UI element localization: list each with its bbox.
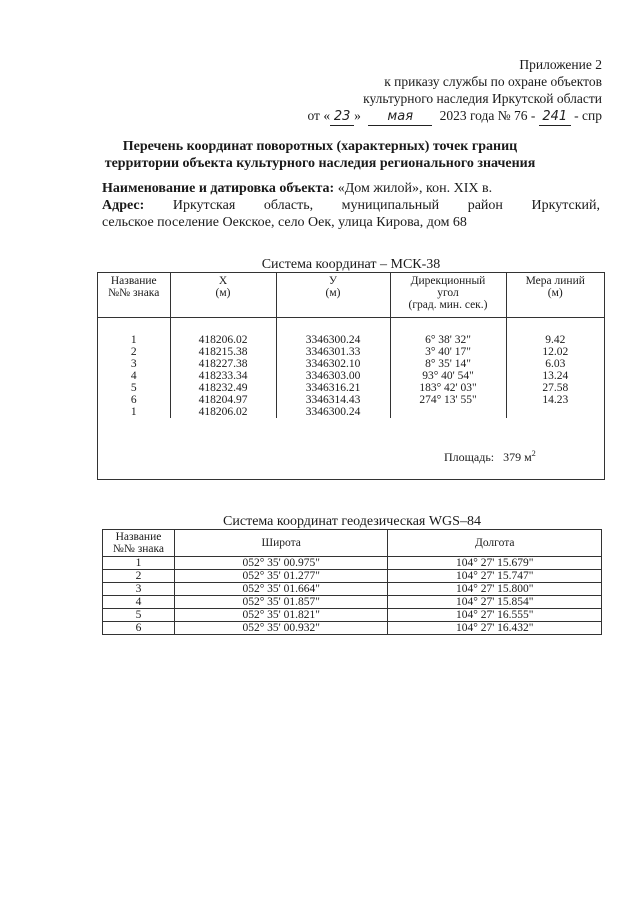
wgs-header-row — [103, 530, 602, 557]
msk-caption: Система координат – МСК-38 — [261, 257, 441, 272]
order-date-line: от « 23 » мая 2023 года № 76 - 241 - спр — [307, 108, 602, 124]
table-row: 1 052° 35' 00.975" 104° 27' 15.679" — [103, 557, 602, 570]
address-line-2: сельское поселение Оекское, село Оек, улица Кирова, дом 68 — [102, 215, 467, 230]
table-row: 6 418204.97 3346314.43 274° 13' 55" 14.23 — [98, 394, 604, 406]
wgs-col-header-name: Название №№ знака — [103, 530, 175, 557]
area-line — [444, 449, 536, 465]
order-day: 23 — [330, 108, 354, 126]
col-header-x: X (м) — [170, 273, 276, 317]
appendix-header — [307, 56, 602, 126]
address-line-1 — [102, 197, 600, 214]
document-title: Перечень координат поворотных (характерных) точек границ территории объекта культурного наследия регионального значения — [104, 139, 536, 171]
msk-table-frame — [97, 272, 605, 480]
table-row: 4 052° 35' 01.857" 104° 27' 15.854" — [103, 596, 602, 609]
area-value: 379 м — [503, 450, 532, 464]
address-label: Адрес: — [102, 198, 145, 213]
wgs-caption: Система координат геодезическая WGS–84 — [223, 514, 481, 529]
object-name-label: Наименование и датировка объекта: — [102, 181, 335, 196]
wgs-table — [102, 529, 602, 635]
order-line: к приказу службы по охране объектов — [384, 74, 602, 89]
table-row: 5 052° 35' 01.821" 104° 27' 16.555" — [103, 609, 602, 622]
table-row: 2 418215.38 3346301.33 3° 40' 17" 12.02 — [98, 346, 604, 358]
wgs-col-header-lat: Широта — [174, 530, 388, 557]
area-unit-exponent: 2 — [531, 449, 536, 458]
msk-table — [98, 273, 604, 418]
order-month: мая — [368, 108, 432, 126]
service-line: культурного наследия Иркутской области — [363, 91, 602, 106]
msk-header-row — [98, 273, 604, 317]
area-label: Площадь: — [444, 450, 495, 464]
table-row: 3 052° 35' 01.664" 104° 27' 15.800" — [103, 583, 602, 596]
appendix-title: Приложение 2 — [519, 57, 602, 72]
col-header-measure: Мера линий (м) — [506, 273, 604, 317]
col-header-y: У (м) — [276, 273, 390, 317]
col-header-name: Название №№ знака — [98, 273, 170, 317]
table-row: 1 418206.02 3346300.24 6° 38' 32" 9.42 — [98, 334, 604, 346]
table-row: 5 418232.49 3346316.21 183° 42' 03" 27.58 — [98, 382, 604, 394]
object-name-value: «Дом жилой», кон. XIX в. — [337, 181, 493, 196]
address-value-1: Иркутская область, муниципальный район Иркутский, — [172, 198, 600, 213]
table-row: 2 052° 35' 01.277" 104° 27' 15.747" — [103, 570, 602, 583]
table-row: 1 418206.02 3346300.24 — [98, 406, 604, 418]
order-number: 241 — [539, 108, 571, 126]
table-row: 4 418233.34 3346303.00 93° 40' 54" 13.24 — [98, 370, 604, 382]
table-row: 6 052° 35' 00.932" 104° 27' 16.432" — [103, 622, 602, 635]
wgs-col-header-lon: Долгота — [388, 530, 602, 557]
object-name-line — [102, 180, 600, 197]
col-header-angle: Дирекционный угол (град. мин. сек.) — [390, 273, 506, 317]
table-row: 3 418227.38 3346302.10 8° 35' 14" 6.03 — [98, 358, 604, 370]
object-info — [102, 180, 600, 231]
